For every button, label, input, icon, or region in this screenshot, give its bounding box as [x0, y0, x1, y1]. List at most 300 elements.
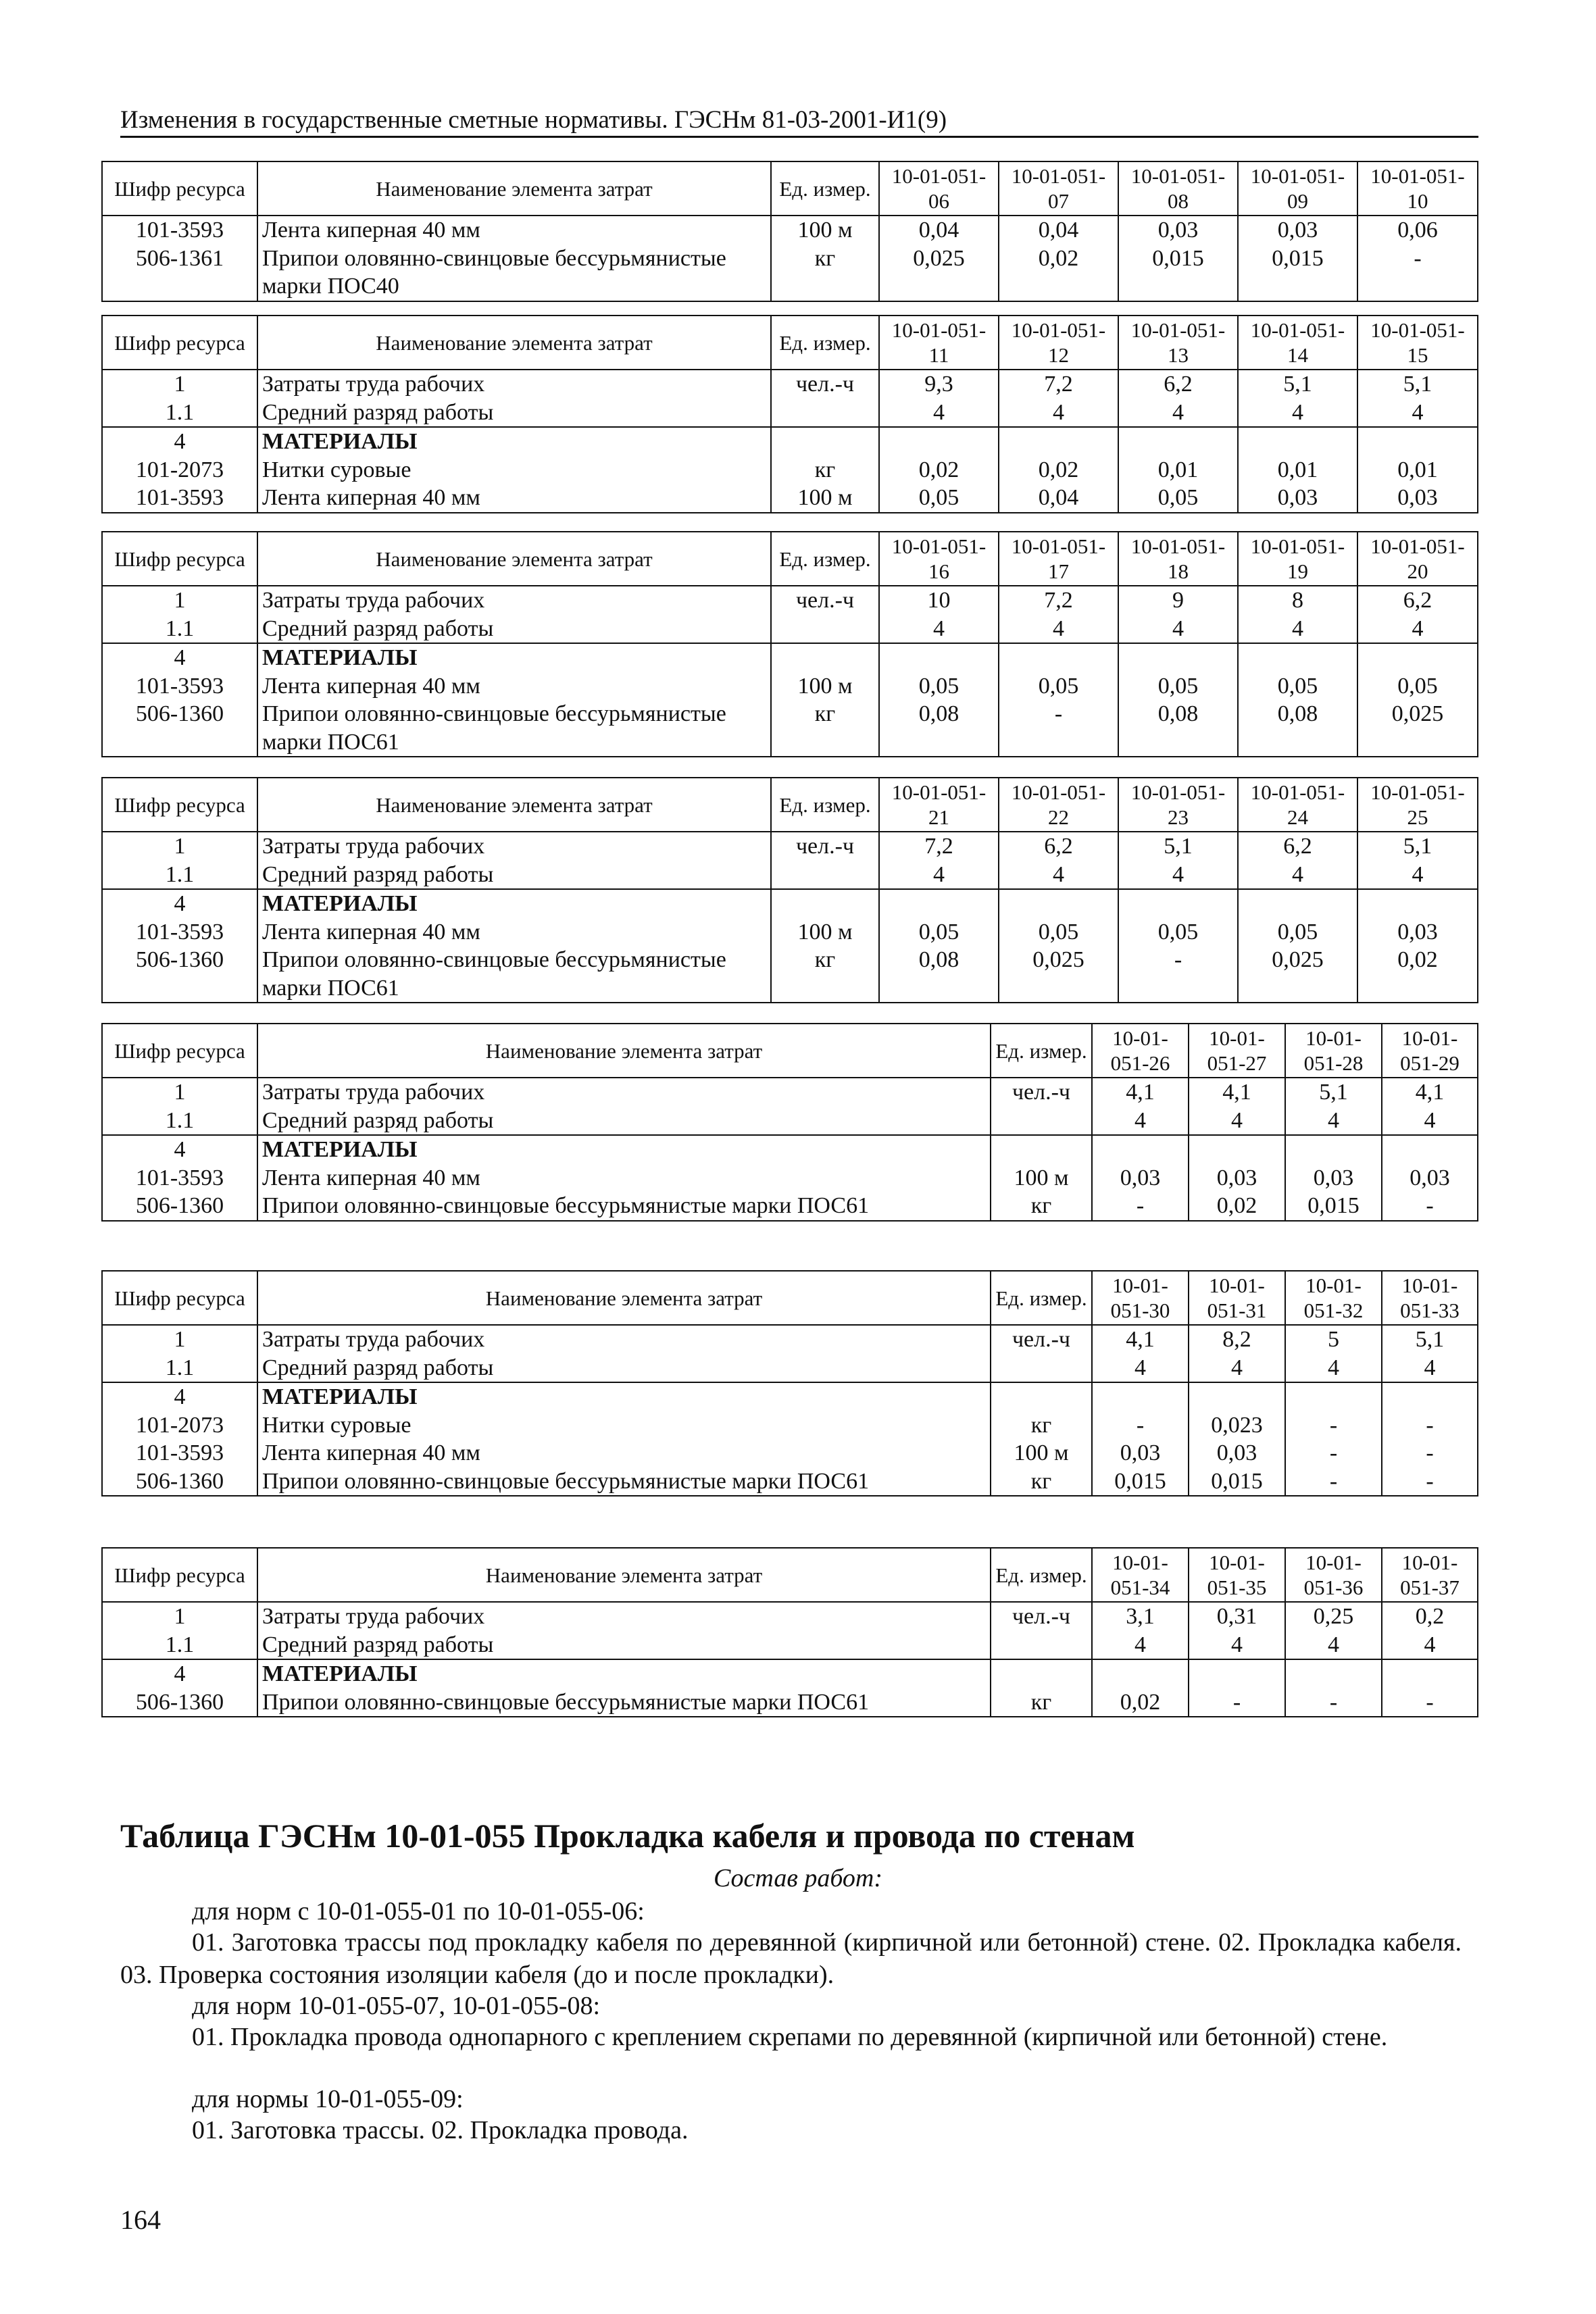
column-header: 10-01-051-33 — [1382, 1271, 1478, 1325]
table-cell — [1189, 1382, 1285, 1411]
column-header: Наименование элемента затрат — [257, 778, 771, 832]
table-cell: - — [1382, 1467, 1478, 1496]
table-cell: 506-1360 — [102, 1688, 257, 1717]
column-header: Шифр ресурса — [102, 778, 257, 832]
table-row — [102, 615, 1478, 643]
table-cell — [991, 1135, 1092, 1163]
composition-line: 01. Заготовка трассы под прокладку кабеля по деревянной (кирпичной или бетонной) стене. 02. Прокладка кабеля. 03. Проверка состояния изоляции кабеля (до и после прокладки). — [120, 1928, 1462, 1989]
table-cell: Средний разряд работы — [257, 1107, 991, 1135]
table-row — [102, 245, 1478, 301]
column-header: Ед. измер. — [771, 532, 879, 586]
column-header: Ед. измер. — [771, 778, 879, 832]
table-cell — [1357, 427, 1478, 455]
column-header: Шифр ресурса — [102, 316, 257, 370]
table-cell: 5,1 — [1357, 370, 1478, 398]
table-cell: 0,05 — [879, 484, 999, 512]
table-cell: 4 — [1092, 1107, 1189, 1135]
table-cell: Лента киперная 40 мм — [257, 1439, 991, 1467]
table-cell: 0,02 — [1357, 946, 1478, 1003]
table-cell: 4 — [102, 889, 257, 917]
composition-title: Состав работ: — [713, 1864, 883, 1892]
column-header: 10-01-051-11 — [879, 316, 999, 370]
table-cell: 0,05 — [1357, 672, 1478, 700]
table-row — [102, 586, 1478, 614]
table-cell: 4 — [879, 399, 999, 427]
column-header: Шифр ресурса — [102, 1024, 257, 1078]
table-cell — [991, 1382, 1092, 1411]
table-cell: 4 — [1118, 861, 1238, 889]
table-cell: Затраты труда рабочих — [257, 1325, 991, 1353]
table-cell: 506-1360 — [102, 1467, 257, 1496]
table-cell: - — [1382, 1192, 1478, 1220]
table-header-row — [102, 778, 1478, 832]
table-cell: 6,2 — [1118, 370, 1238, 398]
table-cell: 0,03 — [1092, 1439, 1189, 1467]
table-cell — [771, 427, 879, 455]
table-cell: 0,03 — [1357, 918, 1478, 946]
resource-table — [101, 161, 1478, 302]
table-cell: Нитки суровые — [257, 1411, 991, 1439]
table-cell: 4 — [1189, 1354, 1285, 1382]
table-cell: кг — [771, 245, 879, 301]
table-cell: 0,31 — [1189, 1602, 1285, 1630]
table-cell: 0,25 — [1285, 1602, 1382, 1630]
table-cell: 5,1 — [1238, 370, 1357, 398]
column-header: Наименование элемента затрат — [257, 316, 771, 370]
table-cell — [999, 427, 1118, 455]
table-cell: 0,04 — [999, 484, 1118, 512]
table-cell: кг — [991, 1411, 1092, 1439]
resource-table — [101, 315, 1478, 513]
table-row — [102, 1631, 1478, 1659]
table-cell: 100 м — [771, 918, 879, 946]
table-cell: МАТЕРИАЛЫ — [257, 1135, 991, 1163]
table-cell: 0,01 — [1238, 456, 1357, 484]
table-cell: кг — [991, 1688, 1092, 1717]
column-header: 10-01-051-08 — [1118, 161, 1238, 216]
column-header: Наименование элемента затрат — [257, 161, 771, 216]
table-cell — [1285, 1382, 1382, 1411]
table-cell: 0,04 — [999, 216, 1118, 244]
table-cell: 9,3 — [879, 370, 999, 398]
table-cell: 0,02 — [999, 456, 1118, 484]
table-cell: 0,02 — [1189, 1192, 1285, 1220]
column-header: 10-01-051-21 — [879, 778, 999, 832]
table-cell: чел.-ч — [991, 1325, 1092, 1353]
table-header-row — [102, 161, 1478, 216]
table-cell: 8,2 — [1189, 1325, 1285, 1353]
table-cell — [1382, 1382, 1478, 1411]
table-cell: 0,08 — [1118, 700, 1238, 757]
table-cell: 0,08 — [879, 700, 999, 757]
composition-line: для норм с 10-01-055-01 по 10-01-055-06: — [192, 1897, 645, 1926]
column-header: 10-01-051-26 — [1092, 1024, 1189, 1078]
table-row — [102, 1192, 1478, 1220]
table-cell — [1238, 643, 1357, 672]
table-cell: 0,05 — [999, 672, 1118, 700]
table-row — [102, 427, 1478, 455]
table-row — [102, 1325, 1478, 1353]
table-cell: 4 — [102, 1382, 257, 1411]
table-cell: 0,02 — [879, 456, 999, 484]
table-cell: 4 — [1382, 1354, 1478, 1382]
table-cell: 0,05 — [1238, 672, 1357, 700]
column-header: Наименование элемента затрат — [257, 532, 771, 586]
column-header: Шифр ресурса — [102, 161, 257, 216]
column-header: Ед. измер. — [771, 161, 879, 216]
table-cell: 1 — [102, 370, 257, 398]
table-cell: - — [1189, 1688, 1285, 1717]
table-cell: 101-3593 — [102, 1439, 257, 1467]
table-row — [102, 1439, 1478, 1467]
column-header: Шифр ресурса — [102, 1271, 257, 1325]
table-cell — [991, 1354, 1092, 1382]
table-row — [102, 672, 1478, 700]
table-row — [102, 832, 1478, 860]
column-header: 10-01-051-16 — [879, 532, 999, 586]
table-cell: 5 — [1285, 1325, 1382, 1353]
table-cell: - — [1285, 1467, 1382, 1496]
table-cell: Припои оловянно-свинцовые бессурьмянистые марки ПОС61 — [257, 1467, 991, 1496]
table-cell: 1 — [102, 586, 257, 614]
column-header: 10-01-051-30 — [1092, 1271, 1189, 1325]
table-cell: Средний разряд работы — [257, 399, 771, 427]
column-header: Шифр ресурса — [102, 1548, 257, 1602]
table-cell: - — [1382, 1439, 1478, 1467]
table-cell: 4 — [999, 861, 1118, 889]
table-cell: 10 — [879, 586, 999, 614]
column-header: 10-01-051-07 — [999, 161, 1118, 216]
table-cell — [991, 1659, 1092, 1688]
table-cell: 506-1360 — [102, 1192, 257, 1220]
table-cell: Лента киперная 40 мм — [257, 216, 771, 244]
table-cell: 5,1 — [1285, 1078, 1382, 1106]
table-cell: 101-2073 — [102, 456, 257, 484]
column-header: 10-01-051-27 — [1189, 1024, 1285, 1078]
table-cell — [1382, 1135, 1478, 1163]
table-cell: 1 — [102, 1325, 257, 1353]
column-header: Ед. измер. — [991, 1548, 1092, 1602]
table-cell: 4,1 — [1092, 1078, 1189, 1106]
table-cell: 506-1361 — [102, 245, 257, 301]
table-cell: 101-3593 — [102, 918, 257, 946]
table-row — [102, 399, 1478, 427]
table-cell: 0,015 — [1285, 1192, 1382, 1220]
table-cell: 100 м — [991, 1439, 1092, 1467]
table-cell: чел.-ч — [991, 1078, 1092, 1106]
table-cell: 506-1360 — [102, 700, 257, 757]
table-cell: 0,08 — [1238, 700, 1357, 757]
column-header: 10-01-051-18 — [1118, 532, 1238, 586]
table-cell: 1 — [102, 1078, 257, 1106]
table-cell: 0,08 — [879, 946, 999, 1003]
table-cell: Лента киперная 40 мм — [257, 918, 771, 946]
table-cell: 1.1 — [102, 1107, 257, 1135]
table-cell: кг — [991, 1467, 1092, 1496]
table-cell: Средний разряд работы — [257, 615, 771, 643]
table-cell — [1238, 427, 1357, 455]
table-header-row — [102, 1548, 1478, 1602]
table-cell — [879, 889, 999, 917]
table-cell: 4 — [1382, 1631, 1478, 1659]
table-cell: 0,03 — [1118, 216, 1238, 244]
column-header: 10-01-051-13 — [1118, 316, 1238, 370]
table-cell: 9 — [1118, 586, 1238, 614]
table-cell: 4 — [1189, 1631, 1285, 1659]
table-cell: кг — [771, 700, 879, 757]
column-header: Шифр ресурса — [102, 532, 257, 586]
column-header: 10-01-051-12 — [999, 316, 1118, 370]
table-cell — [1357, 643, 1478, 672]
table-cell: Затраты труда рабочих — [257, 1602, 991, 1630]
table-cell: 4 — [879, 615, 999, 643]
table-cell: 0,05 — [999, 918, 1118, 946]
table-cell: 0,01 — [1118, 456, 1238, 484]
table-cell: 101-3593 — [102, 484, 257, 512]
table-cell — [771, 861, 879, 889]
table-row — [102, 456, 1478, 484]
table-cell: 0,05 — [879, 918, 999, 946]
table-cell: - — [1285, 1411, 1382, 1439]
table-cell: - — [1092, 1192, 1189, 1220]
table-cell: 0,03 — [1189, 1164, 1285, 1192]
table-cell: 4 — [1189, 1107, 1285, 1135]
table-cell: 0,05 — [1118, 484, 1238, 512]
resource-table — [101, 1023, 1478, 1222]
table-cell: Затраты труда рабочих — [257, 586, 771, 614]
table-cell: Припои оловянно-свинцовые бессурьмянистые марки ПОС61 — [257, 1192, 991, 1220]
table-cell: 4 — [102, 427, 257, 455]
table-cell: МАТЕРИАЛЫ — [257, 1382, 991, 1411]
table-cell: - — [1285, 1688, 1382, 1717]
table-cell: МАТЕРИАЛЫ — [257, 889, 771, 917]
table-cell: Припои оловянно-свинцовые бессурьмянистые марки ПОС61 — [257, 1688, 991, 1717]
table-cell: 0,06 — [1357, 216, 1478, 244]
table-cell: 1.1 — [102, 615, 257, 643]
table-cell: 506-1360 — [102, 946, 257, 1003]
table-cell: - — [999, 700, 1118, 757]
table-cell: 4 — [1357, 399, 1478, 427]
column-header: 10-01-051-20 — [1357, 532, 1478, 586]
table-cell: 0,01 — [1357, 456, 1478, 484]
table-cell: 100 м — [771, 216, 879, 244]
column-header: Наименование элемента затрат — [257, 1271, 991, 1325]
column-header: 10-01-051-15 — [1357, 316, 1478, 370]
table-cell: 4 — [1382, 1107, 1478, 1135]
column-header: 10-01-051-37 — [1382, 1548, 1478, 1602]
table-cell: Лента киперная 40 мм — [257, 484, 771, 512]
table-cell: Лента киперная 40 мм — [257, 1164, 991, 1192]
table-cell — [1189, 1659, 1285, 1688]
table-cell: 7,2 — [999, 370, 1118, 398]
table-cell: Затраты труда рабочих — [257, 1078, 991, 1106]
table-cell: 0,03 — [1357, 484, 1478, 512]
table-cell — [1092, 1382, 1189, 1411]
table-cell: 100 м — [771, 672, 879, 700]
table-cell: 6,2 — [1357, 586, 1478, 614]
column-header: 10-01-051-35 — [1189, 1548, 1285, 1602]
table-cell: 0,023 — [1189, 1411, 1285, 1439]
table-cell: 7,2 — [999, 586, 1118, 614]
table-cell: кг — [771, 946, 879, 1003]
table-header-row — [102, 1271, 1478, 1325]
column-header: 10-01-051-32 — [1285, 1271, 1382, 1325]
column-header: Ед. измер. — [991, 1271, 1092, 1325]
table-cell: 5,1 — [1118, 832, 1238, 860]
composition-line: 01. Прокладка провода однопарного с креплением скрепами по деревянной (кирпичной или бетонной) стене. — [192, 2023, 1388, 2051]
column-header: 10-01-051-31 — [1189, 1271, 1285, 1325]
table-row — [102, 1602, 1478, 1630]
table-cell: - — [1382, 1411, 1478, 1439]
table-cell: 4 — [999, 399, 1118, 427]
column-header: Ед. измер. — [991, 1024, 1092, 1078]
table-cell: Нитки суровые — [257, 456, 771, 484]
table-cell — [1092, 1135, 1189, 1163]
table-cell: 4 — [1238, 615, 1357, 643]
column-header: 10-01-051-24 — [1238, 778, 1357, 832]
table-cell: 100 м — [991, 1164, 1092, 1192]
running-header: Изменения в государственные сметные нормативы. ГЭСНм 81-03-2001-И1(9) — [120, 105, 1478, 138]
table-cell: 0,03 — [1189, 1439, 1285, 1467]
table-cell: 0,03 — [1285, 1164, 1382, 1192]
table-cell — [879, 427, 999, 455]
table-title: Таблица ГЭСНм 10-01-055 Прокладка кабеля и провода по стенам — [120, 1817, 1135, 1855]
table-cell: 0,05 — [1118, 672, 1238, 700]
column-header: 10-01-051-28 — [1285, 1024, 1382, 1078]
table-cell: - — [1382, 1688, 1478, 1717]
table-row — [102, 1078, 1478, 1106]
table-cell: 5,1 — [1382, 1325, 1478, 1353]
table-cell: 0,025 — [1357, 700, 1478, 757]
table-cell — [771, 615, 879, 643]
table-cell: 4 — [1238, 861, 1357, 889]
column-header: 10-01-051-25 — [1357, 778, 1478, 832]
column-header: 10-01-051-36 — [1285, 1548, 1382, 1602]
table-cell: 0,015 — [1092, 1467, 1189, 1496]
table-cell: МАТЕРИАЛЫ — [257, 1659, 991, 1688]
table-cell — [1382, 1659, 1478, 1688]
table-cell: 101-3593 — [102, 1164, 257, 1192]
table-cell: 4 — [1092, 1631, 1189, 1659]
table-cell: 1.1 — [102, 861, 257, 889]
table-cell: 0,03 — [1092, 1164, 1189, 1192]
column-header: 10-01-051-34 — [1092, 1548, 1189, 1602]
table-cell: 4 — [1285, 1107, 1382, 1135]
table-cell: 1.1 — [102, 399, 257, 427]
table-cell: Затраты труда рабочих — [257, 370, 771, 398]
table-cell: 0,015 — [1238, 245, 1357, 301]
table-cell — [1189, 1135, 1285, 1163]
table-cell: Средний разряд работы — [257, 1631, 991, 1659]
table-row — [102, 861, 1478, 889]
table-row — [102, 484, 1478, 512]
table-cell: 4 — [1118, 399, 1238, 427]
table-cell: 0,025 — [999, 946, 1118, 1003]
table-cell: Средний разряд работы — [257, 1354, 991, 1382]
column-header: 10-01-051-22 — [999, 778, 1118, 832]
table-row — [102, 1135, 1478, 1163]
resource-table — [101, 531, 1478, 757]
table-cell — [991, 1631, 1092, 1659]
table-cell: чел.-ч — [771, 832, 879, 860]
table-row — [102, 1659, 1478, 1688]
table-cell: 4 — [1118, 615, 1238, 643]
table-cell: 0,03 — [1238, 484, 1357, 512]
table-row — [102, 1164, 1478, 1192]
table-cell: 4 — [102, 1135, 257, 1163]
table-cell — [991, 1107, 1092, 1135]
table-cell: 7,2 — [879, 832, 999, 860]
table-cell: 101-2073 — [102, 1411, 257, 1439]
table-cell: 0,04 — [879, 216, 999, 244]
table-cell: 0,05 — [879, 672, 999, 700]
table-cell: 3,1 — [1092, 1602, 1189, 1630]
column-header: 10-01-051-29 — [1382, 1024, 1478, 1078]
table-cell: 4 — [1357, 615, 1478, 643]
table-header-row — [102, 1024, 1478, 1078]
column-header: Наименование элемента затрат — [257, 1548, 991, 1602]
table-cell: 0,03 — [1382, 1164, 1478, 1192]
table-cell: 4,1 — [1189, 1078, 1285, 1106]
table-cell — [1092, 1659, 1189, 1688]
table-cell: 4 — [1238, 399, 1357, 427]
table-cell: 0,2 — [1382, 1602, 1478, 1630]
table-cell: 1 — [102, 832, 257, 860]
table-cell — [771, 643, 879, 672]
table-cell: чел.-ч — [771, 586, 879, 614]
table-cell: 0,03 — [1238, 216, 1357, 244]
resource-table — [101, 777, 1478, 1003]
column-header: 10-01-051-10 — [1357, 161, 1478, 216]
table-row — [102, 918, 1478, 946]
table-cell: кг — [991, 1192, 1092, 1220]
composition-line: для нормы 10-01-055-09: — [192, 2085, 464, 2113]
page-number: 164 — [120, 2205, 161, 2235]
table-cell: 0,05 — [1118, 918, 1238, 946]
table-cell: 4,1 — [1382, 1078, 1478, 1106]
table-cell: Припои оловянно-свинцовые бессурьмянистые марки ПОС61 — [257, 946, 771, 1003]
column-header: 10-01-051-14 — [1238, 316, 1357, 370]
table-row — [102, 1382, 1478, 1411]
table-header-row — [102, 316, 1478, 370]
table-cell: Припои оловянно-свинцовые бессурьмянистые марки ПОС40 — [257, 245, 771, 301]
table-cell: 4 — [1357, 861, 1478, 889]
table-cell: МАТЕРИАЛЫ — [257, 427, 771, 455]
table-cell: 4 — [999, 615, 1118, 643]
composition-line: для норм 10-01-055-07, 10-01-055-08: — [192, 1992, 601, 2020]
table-cell: 8 — [1238, 586, 1357, 614]
table-cell: 6,2 — [999, 832, 1118, 860]
table-cell: 101-3593 — [102, 216, 257, 244]
table-cell — [771, 889, 879, 917]
table-row — [102, 370, 1478, 398]
table-cell — [879, 643, 999, 672]
table-cell: Лента киперная 40 мм — [257, 672, 771, 700]
table-cell: 4 — [1092, 1354, 1189, 1382]
table-cell — [999, 643, 1118, 672]
table-cell: 1.1 — [102, 1631, 257, 1659]
table-row — [102, 216, 1478, 244]
column-header: Ед. измер. — [771, 316, 879, 370]
table-cell: МАТЕРИАЛЫ — [257, 643, 771, 672]
table-cell: чел.-ч — [771, 370, 879, 398]
table-cell: 0,015 — [1189, 1467, 1285, 1496]
column-header: 10-01-051-19 — [1238, 532, 1357, 586]
column-header: Наименование элемента затрат — [257, 1024, 991, 1078]
table-row — [102, 1354, 1478, 1382]
table-cell: 0,015 — [1118, 245, 1238, 301]
table-cell: - — [1357, 245, 1478, 301]
